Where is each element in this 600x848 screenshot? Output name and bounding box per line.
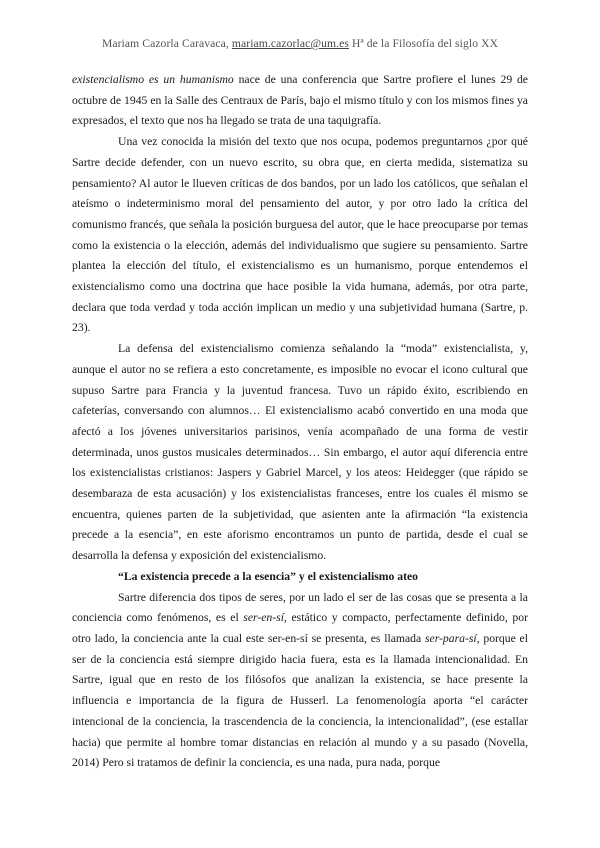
paragraph-4-part-3: , porque el ser de la conciencia está siempre dirigido hacia fuera, esta es la llamada intencionalidad. En Sartre, igual que en resto de los filósofos que analizan la existencia, se hace presente la influencia e importancia de la figura de Husserl. La fenomenología aporta “el carácter intencional de la conciencia, la trascendencia de la conciencia, la intencionalidad”, (ese estallar hacia) que permite al hombre tomar distancias en relación al mundo y a su pasado (Novella, 2014) Pero si tratamos de definir la conciencia, es una nada, pura nada, porque [72,631,528,770]
header-course: Hª de la Filosofía del siglo XX [351,37,499,50]
paragraph-4-term-ser-para-si: ser-para-sí [424,631,477,645]
paragraph-1-italic-title: existencialismo es un humanismo [72,73,234,86]
paragraph-4-part-1: Sartre diferencia dos tipos de seres, por un lado el ser de las cosas que se presenta a la conciencia como fenómenos, es el [72,590,528,625]
paragraph-4 [72,588,528,774]
paragraph-1 [72,70,528,132]
header-author: Mariam Cazorla Caravaca, [101,37,229,50]
section-heading: “La existencia precede a la esencia” y el existencialismo ateo [118,569,419,583]
paragraph-3: La defensa del existencialismo comienza señalando la “moda” existencialista, y, aunque el autor no se refiera a esto concretamente, es imposible no evocar el icono cultural que supuso Sartre para Francia y la juventud francesa. Tuvo un rápido éxito, escribiendo en cafeterías, conversando con alumnos… El existencialismo acabó convertido en una moda que afectó a los jóvenes universitarios parisinos, venía acompañado de una forma de vestir determinada, unos gustos musicales determinados… Sin embargo, el autor aquí diferencia entre los existencialistas cristianos: Jaspers y Gabriel Marcel, y los ateos: Heidegger (que rápido se desembaraza de esta acusación) y los existencialistas franceses, entre los cuales él mismo se encuentra, quienes parten de la subjetividad, que asienten ante la afirmación “la existencia precede a la esencia”, en este aforismo encontramos un punto de partida, desde el cual se desarrolla la defensa y exposición del existencialismo. [72,342,528,563]
paragraph-4-part-2: , estático y compacto, perfectamente definido, por otro lado, la conciencia ante la cual este ser-en-sí se presenta, es llamada [72,611,528,645]
paragraph-1-text: nace de una conferencia que Sartre profiere el lunes 29 de octubre de 1945 en la Salle des Centraux de París, bajo el mismo título y con los mismos fines ya expresados, el texto que nos ha llegado se trata de una taquigrafía. [72,73,528,128]
header-email[interactable]: mariam.cazorlac@um.es [231,37,349,50]
paragraph-2: Una vez conocida la misión del texto que nos ocupa, podemos preguntarnos ¿por qué Sartre decide defender, con un nuevo escrito, su obra que, en cierta medida, sistematiza su pensamiento? Al autor le llueven críticas de dos bandos, por un lado los católicos, que señalan el ateísmo o indeterminismo moral del pensamiento del autor, y por otro lado la crítica del comunismo francés, que señala la posición burguesa del autor, que le hace preocuparse por temas como la existencia o la elección, además del individualismo que sugiere su pensamiento. Sartre plantea la elección del título, el existencialismo es un humanismo, porque entendemos el existencialismo como una doctrina que hace posible la vida humana, además, por otra parte, declara que toda verdad y toda acción implican un medio y una subjetividad humana (Sartre, p. 23). [72,135,528,335]
page-header [0,37,600,50]
document-body [72,70,528,774]
paragraph-4-term-ser-en-si: ser-en-sí [243,611,284,625]
